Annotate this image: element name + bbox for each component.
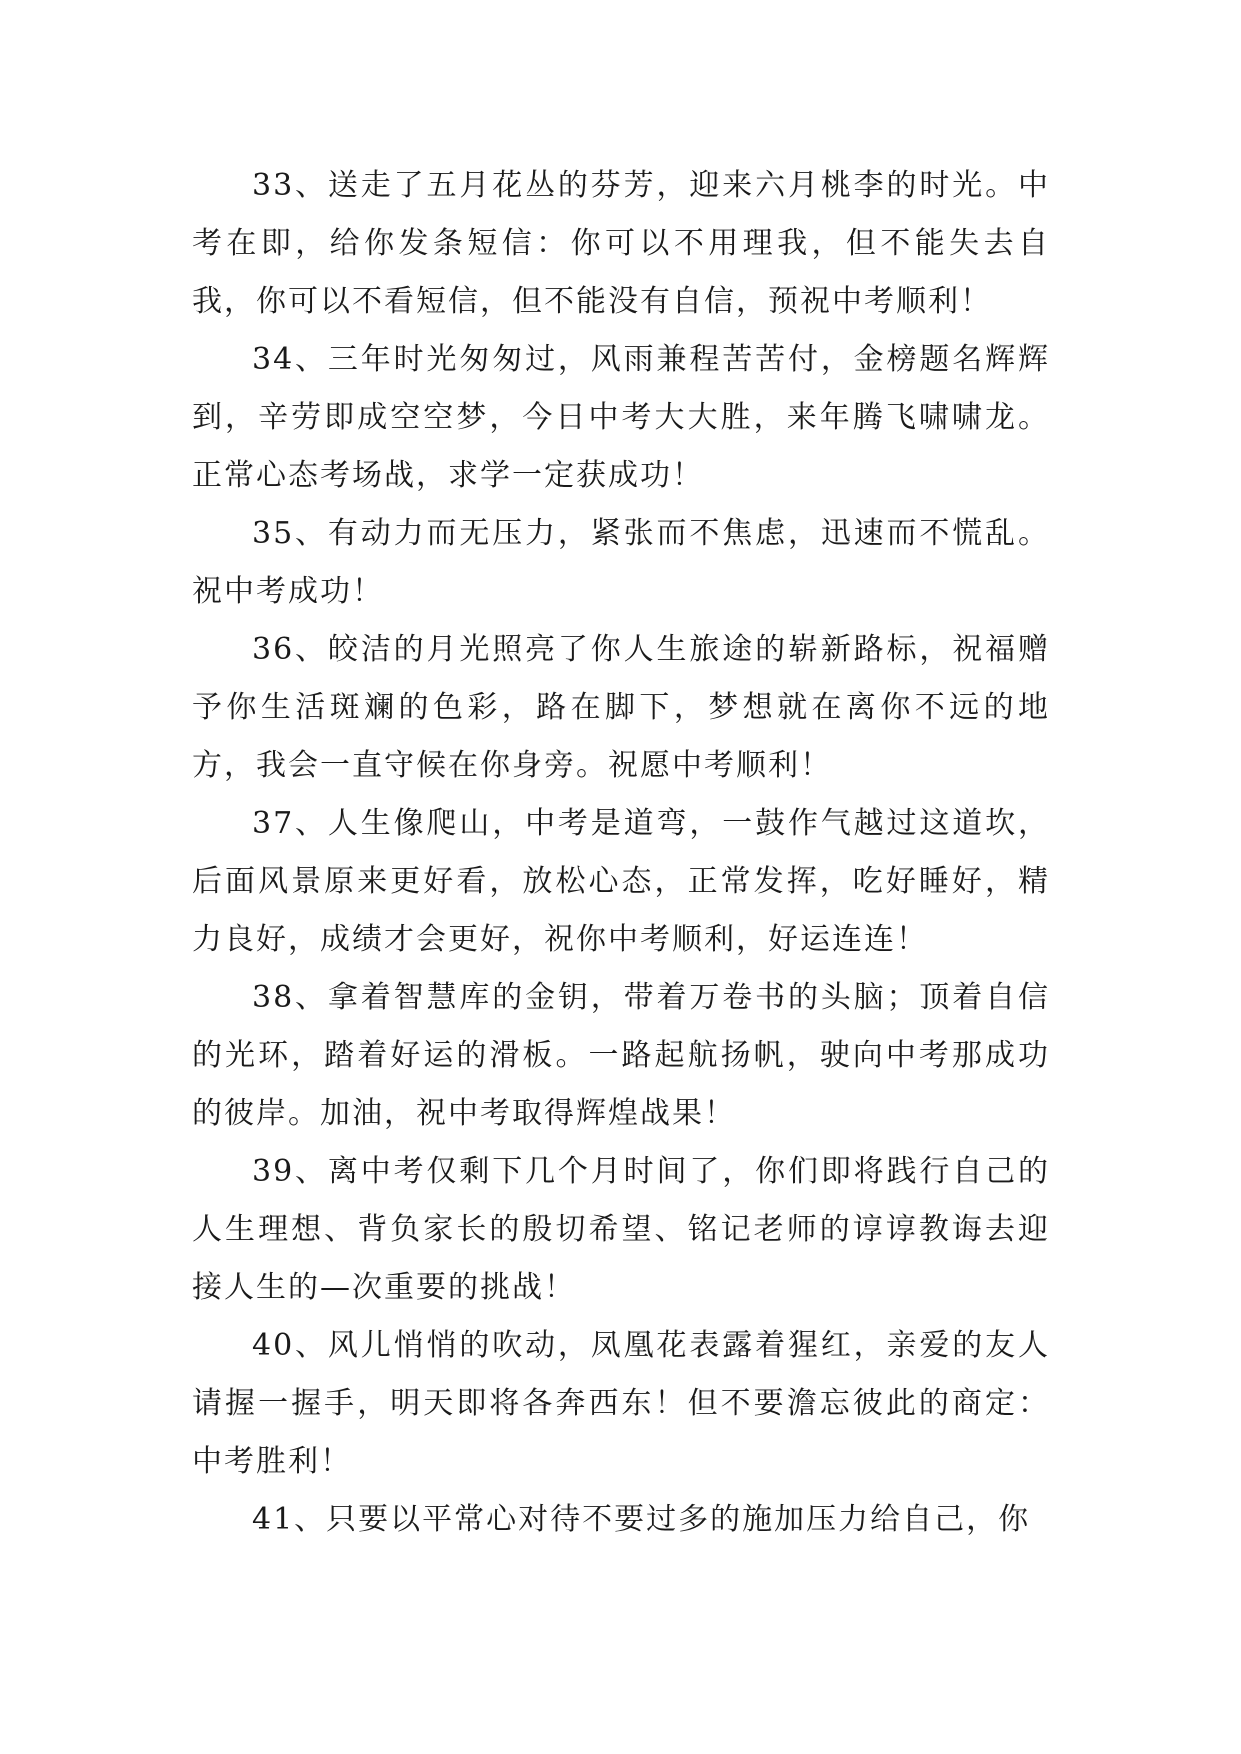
paragraph-34: 34、三年时光匆匆过，风雨兼程苦苦付，金榜题名辉辉到，辛劳即成空空梦，今日中考大大胜，来年腾飞啸啸龙。正常心态考场战，求学一定获成功！ (192, 342, 1050, 493)
paragraph-33: 33、送走了五月花丛的芬芳，迎来六月桃李的时光。中考在即，给你发条短信：你可以不用理我，但不能失去自我，你可以不看短信，但不能没有自信，预祝中考顺利！ (192, 168, 1050, 319)
paragraph-36: 36、皎洁的月光照亮了你人生旅途的崭新路标，祝福赠予你生活斑斓的色彩，路在脚下，梦想就在离你不远的地方，我会一直守候在你身旁。祝愿中考顺利！ (192, 632, 1050, 783)
paragraph-39: 39、离中考仅剩下几个月时间了，你们即将践行自己的人生理想、背负家长的殷切希望、铭记老师的谆谆教诲去迎接人生的—次重要的挑战！ (192, 1154, 1050, 1305)
paragraph-37: 37、人生像爬山，中考是道弯，一鼓作气越过这道坎，后面风景原来更好看，放松心态，正常发挥，吃好睡好，精力良好，成绩才会更好，祝你中考顺利，好运连连！ (192, 806, 1050, 957)
paragraph-35: 35、有动力而无压力，紧张而不焦虑，迅速而不慌乱。祝中考成功！ (192, 516, 1050, 609)
paragraph-41: 41、只要以平常心对待不要过多的施加压力给自己，你 (252, 1502, 1031, 1537)
document-body (192, 157, 1050, 1549)
paragraph-38: 38、拿着智慧库的金钥，带着万卷书的头脑；顶着自信的光环，踏着好运的滑板。一路起航扬帆，驶向中考那成功的彼岸。加油，祝中考取得辉煌战果！ (192, 980, 1050, 1131)
paragraph-40: 40、风儿悄悄的吹动，凤凰花表露着猩红，亲爱的友人请握一握手，明天即将各奔西东！但不要澹忘彼此的商定：中考胜利！ (192, 1328, 1050, 1479)
